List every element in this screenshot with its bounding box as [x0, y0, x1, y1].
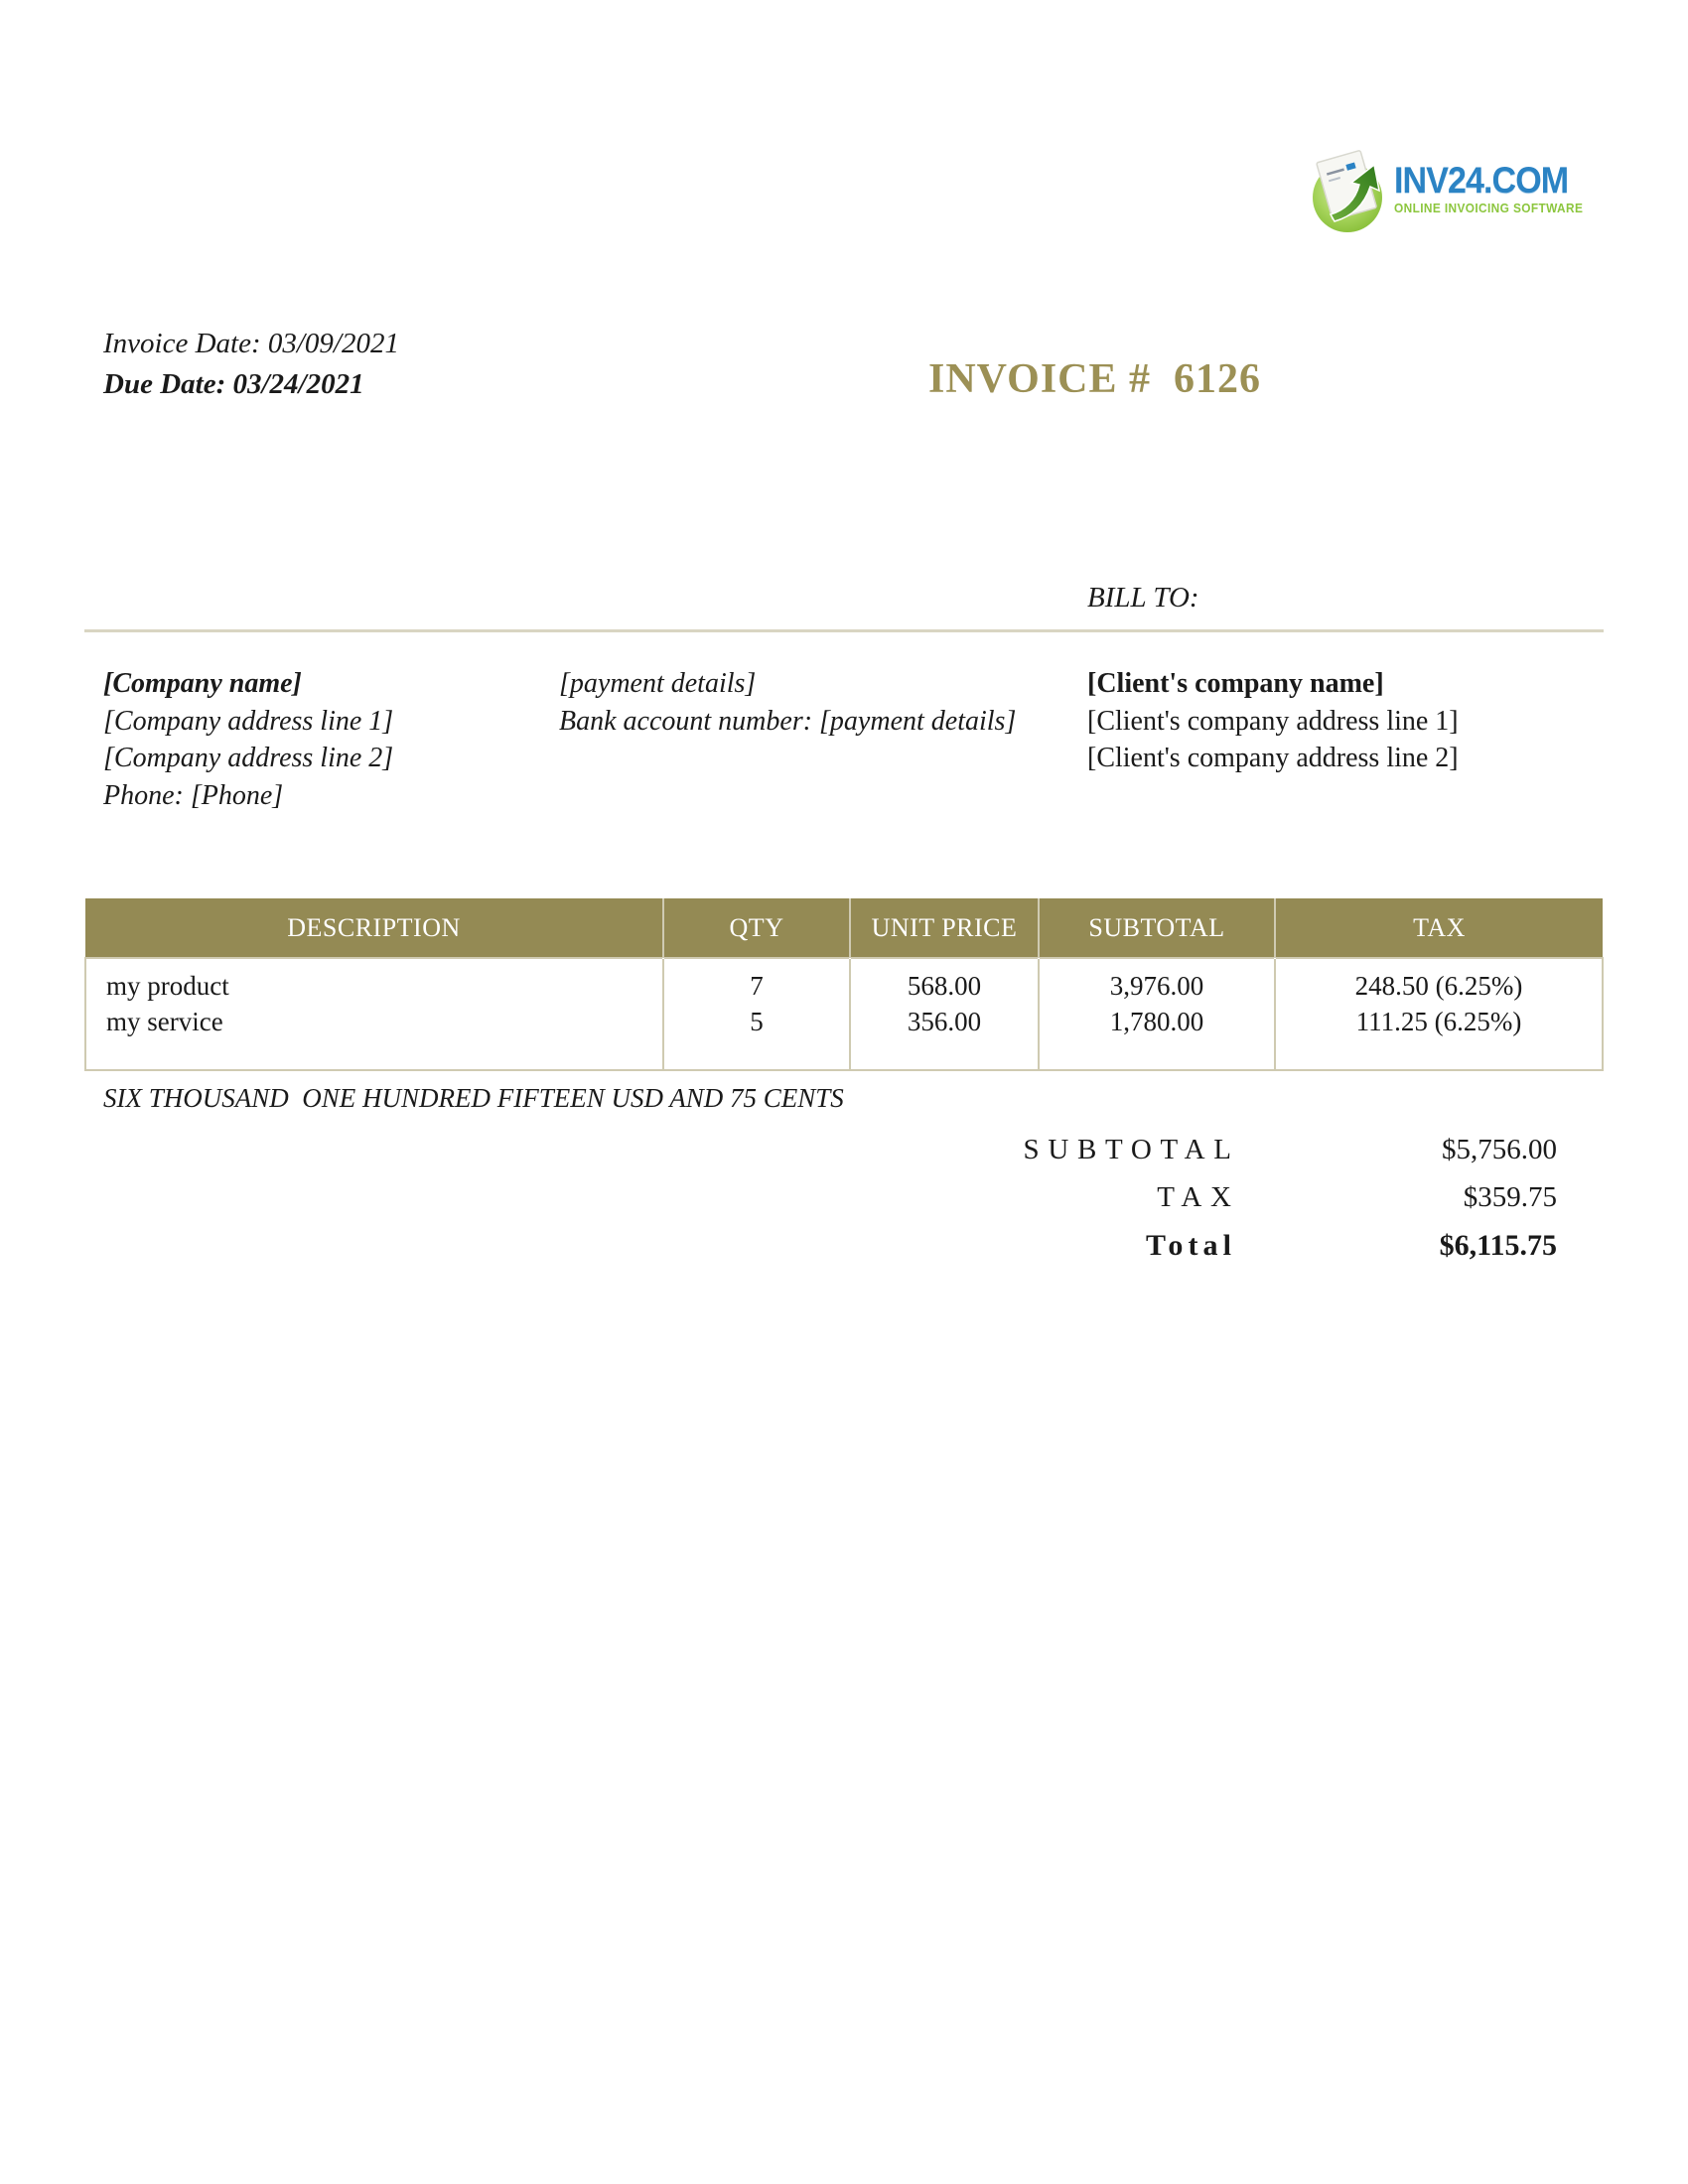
company-address-1: [Company address line 1]: [103, 705, 394, 737]
tax-row: [794, 1181, 1557, 1214]
amount-in-words: SIX THOUSAND ONE HUNDRED FIFTEEN USD AND 75 CENTS: [103, 1083, 844, 1113]
invoice-date-line: [103, 324, 399, 364]
payment-details-2: Bank account number: [payment details]: [559, 705, 1017, 737]
company-info: [103, 665, 393, 814]
item-subtotal: 3,976.00: [1109, 971, 1204, 1001]
horizontal-divider: [84, 629, 1604, 632]
item-description: my product: [106, 971, 229, 1001]
client-info: [1087, 665, 1459, 777]
subtotal-label: SUBTOTAL: [1023, 1134, 1240, 1165]
invoice-date-label: Invoice Date:: [103, 328, 261, 359]
col-header-description: DESCRIPTION: [85, 898, 663, 958]
subtotal-row: [794, 1134, 1557, 1166]
client-address-2: [Client's company address line 2]: [1087, 743, 1459, 773]
totals-section: [794, 1134, 1557, 1278]
company-phone: Phone: [Phone]: [103, 779, 284, 811]
col-header-qty: QTY: [663, 898, 850, 958]
col-header-subtotal: SUBTOTAL: [1039, 898, 1275, 958]
item-description: my service: [106, 1007, 223, 1036]
client-name: [Client's company name]: [1087, 668, 1384, 699]
company-address-2: [Company address line 2]: [103, 743, 394, 773]
total-label: Total: [1146, 1229, 1237, 1262]
invoice-number-title: INVOICE # 6126: [928, 356, 1262, 402]
invoice-arrow-icon: [1309, 145, 1392, 236]
cell-taxes: [1275, 958, 1603, 1070]
table-header-row: [85, 898, 1603, 958]
total-value: $6,115.75: [1439, 1229, 1557, 1262]
subtotal-value: $5,756.00: [1442, 1134, 1557, 1165]
total-row: [794, 1229, 1557, 1263]
cell-descriptions: [85, 958, 663, 1070]
invoice-dates: [103, 324, 399, 405]
due-date-value: 03/24/2021: [232, 368, 364, 400]
table-body-row: [85, 958, 1603, 1070]
logo-tagline-text: ONLINE INVOICING SOFTWARE: [1394, 202, 1584, 215]
due-date-line: [103, 364, 399, 405]
logo-text: [1394, 160, 1593, 215]
item-subtotal: 1,780.00: [1109, 1007, 1204, 1036]
col-header-tax: TAX: [1275, 898, 1603, 958]
item-unit-price: 356.00: [907, 1007, 982, 1036]
due-date-label: Due Date:: [103, 368, 226, 400]
logo-brand-text: INV24.COM: [1394, 160, 1569, 201]
cell-subtotals: [1039, 958, 1275, 1070]
line-items-table: [84, 898, 1604, 1071]
client-address-1: [Client's company address line 1]: [1087, 705, 1459, 737]
col-header-unit-price: UNIT PRICE: [850, 898, 1039, 958]
item-tax: 111.25 (6.25%): [1355, 1007, 1522, 1036]
item-unit-price: 568.00: [907, 971, 982, 1001]
tax-value: $359.75: [1463, 1181, 1557, 1213]
bill-to-label: BILL TO:: [1087, 582, 1199, 614]
company-name: [Company name]: [103, 668, 302, 699]
payment-details-1: [payment details]: [559, 668, 757, 699]
cell-unit-prices: [850, 958, 1039, 1070]
invoice-date-value: 03/09/2021: [267, 328, 399, 359]
item-qty: 5: [750, 1007, 764, 1036]
item-qty: 7: [750, 971, 764, 1001]
tax-label: TAX: [1157, 1181, 1240, 1213]
item-tax: 248.50 (6.25%): [1354, 971, 1523, 1001]
cell-quantities: [663, 958, 850, 1070]
payment-info: [559, 665, 1016, 740]
logo: [1309, 145, 1593, 236]
